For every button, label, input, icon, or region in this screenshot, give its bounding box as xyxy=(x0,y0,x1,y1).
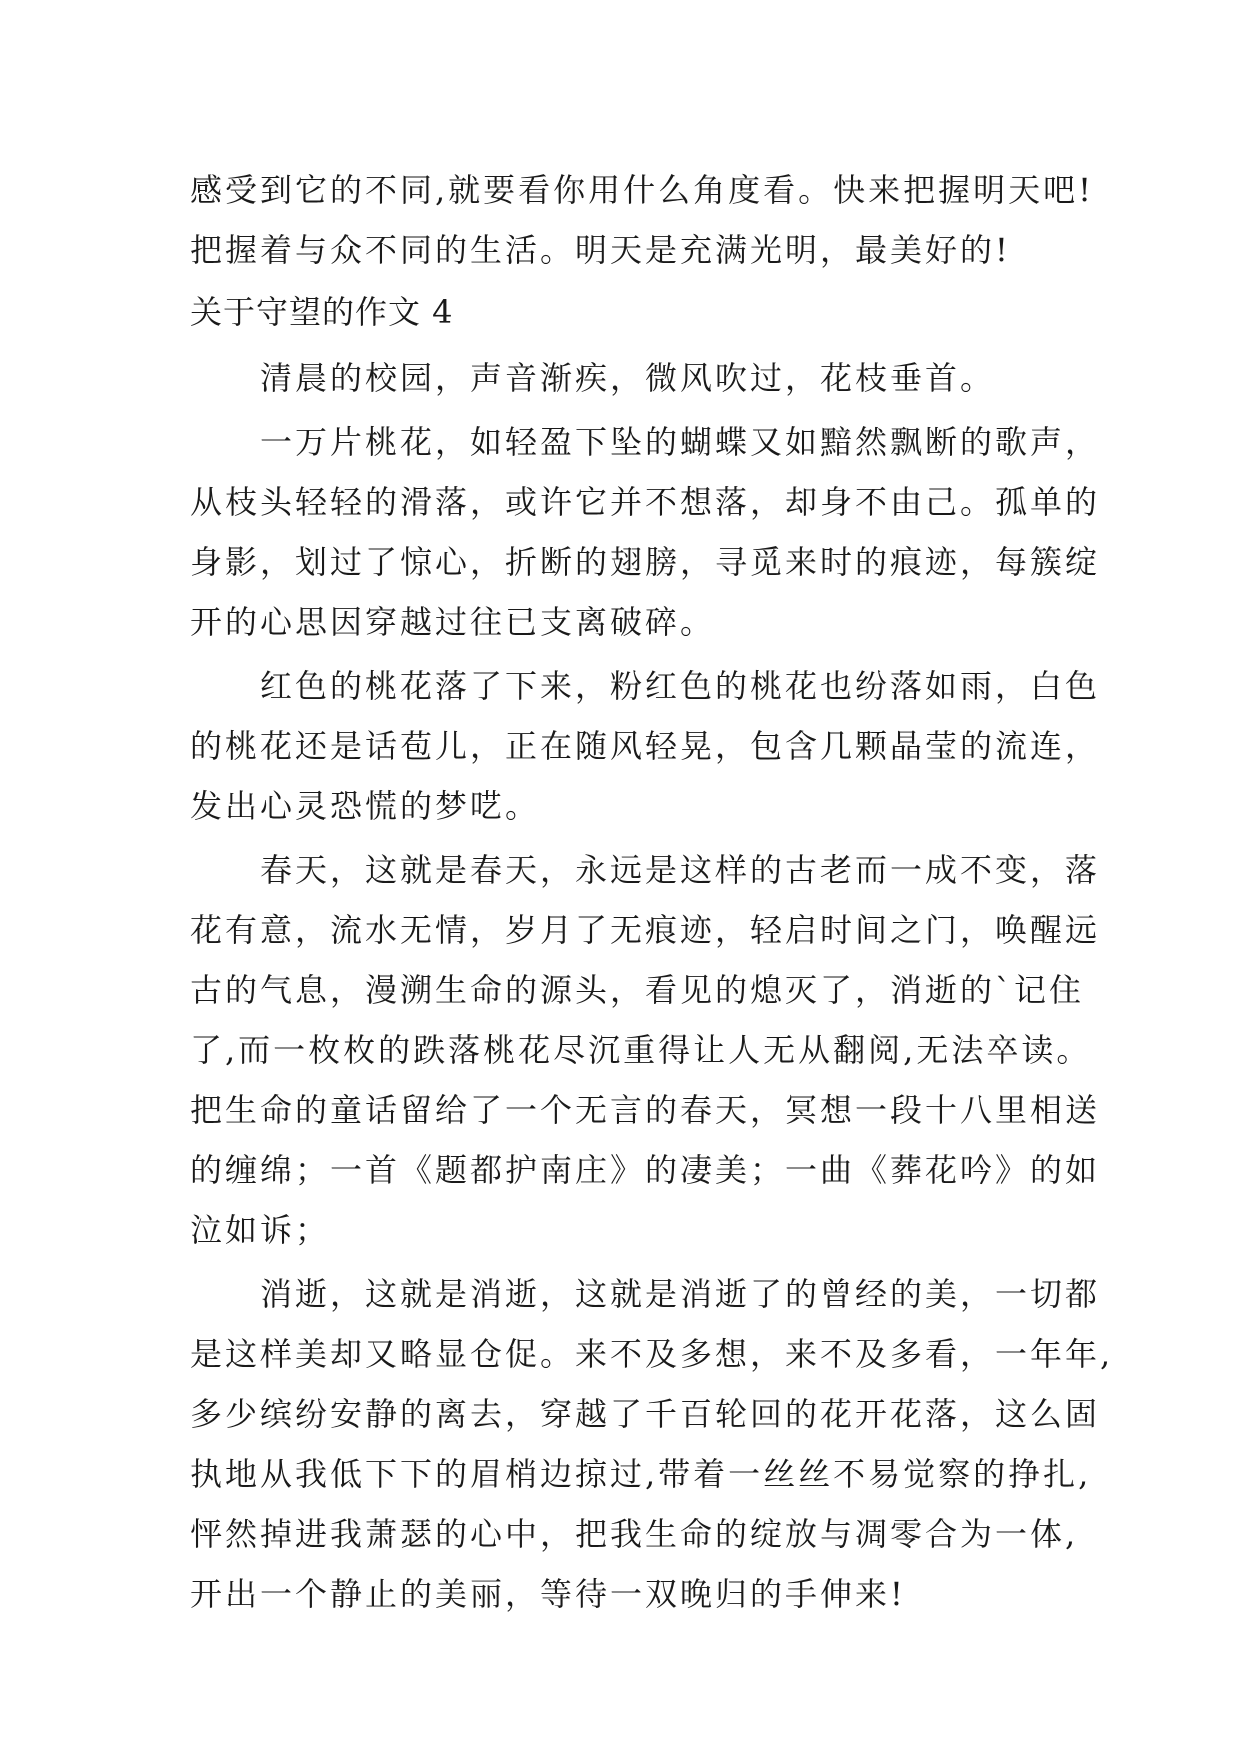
text-line: 多少缤纷安静的离去，穿越了千百轮回的花开花落，这么固 xyxy=(190,1395,1101,1433)
text-line: 春天，这就是春天，永远是这样的古老而一成不变，落 xyxy=(190,851,1101,889)
text-line: 怦然掉进我萧瑟的心中，把我生命的绽放与凋零合为一体, xyxy=(190,1515,1079,1553)
text-line: 把生命的童话留给了一个无言的春天，冥想一段十八里相送 xyxy=(190,1091,1101,1129)
text-line: 古的气息，漫溯生命的源头，看见的熄灭了，消逝的`记住 xyxy=(190,971,1085,1009)
text-line: 红色的桃花落了下来，粉红色的桃花也纷落如雨，白色 xyxy=(190,667,1101,705)
text-line: 是这样美却又略显仓促。来不及多想，来不及多看，一年年, xyxy=(190,1335,1114,1373)
paragraph-5 xyxy=(190,1264,1114,1624)
essay-title: 关于守望的作文 4 xyxy=(190,293,454,331)
text-line: 开的心思因穿越过往已支离破碎。 xyxy=(190,603,716,641)
text-line: 泣如诉； xyxy=(190,1211,331,1249)
text-line: 一万片桃花，如轻盈下坠的蝴蝶又如黯然飘断的歌声， xyxy=(190,423,1101,461)
text-line: 花有意，流水无情，岁月了无痕迹，轻启时间之门，唤醒远 xyxy=(190,911,1101,949)
text-line: 从枝头轻轻的滑落，或许它并不想落，却身不由己。孤单的 xyxy=(190,483,1101,521)
text-line: 清晨的校园，声音渐疾，微风吹过，花枝垂首。 xyxy=(190,359,996,397)
text-line: 开出一个静止的美丽，等待一双晚归的手伸来! xyxy=(190,1575,906,1613)
paragraph-1 xyxy=(190,348,1052,408)
paragraph-4 xyxy=(190,840,1101,1260)
text-line: 发出心灵恐慌的梦呓。 xyxy=(190,787,541,825)
paragraph-3 xyxy=(190,656,1101,836)
text-line: 把握着与众不同的生活。明天是充满光明，最美好的! xyxy=(190,231,1011,269)
text-line: 身影，划过了惊心，折断的翅膀，寻觅来时的痕迹，每簇绽 xyxy=(190,543,1101,581)
document-body xyxy=(190,160,1114,1624)
paragraph-2 xyxy=(190,412,1101,652)
text-line: 消逝，这就是消逝，这就是消逝了的曾经的美，一切都 xyxy=(190,1275,1101,1313)
text-line: 的桃花还是话苞儿，正在随风轻晃，包含几颗晶莹的流连， xyxy=(190,727,1101,765)
text-line: 感受到它的不同,就要看你用什么角度看。快来把握明天吧! xyxy=(190,171,1095,209)
text-line: 的缠绵；一首《题都护南庄》的凄美；一曲《葬花吟》的如 xyxy=(190,1151,1101,1189)
text-line: 执地从我低下下的眉梢边掠过,带着一丝丝不易觉察的挣扎, xyxy=(190,1455,1092,1493)
text-line: 了,而一枚枚的跌落桃花尽沉重得让人无从翻阅,无法卒读。 xyxy=(190,1031,1092,1069)
